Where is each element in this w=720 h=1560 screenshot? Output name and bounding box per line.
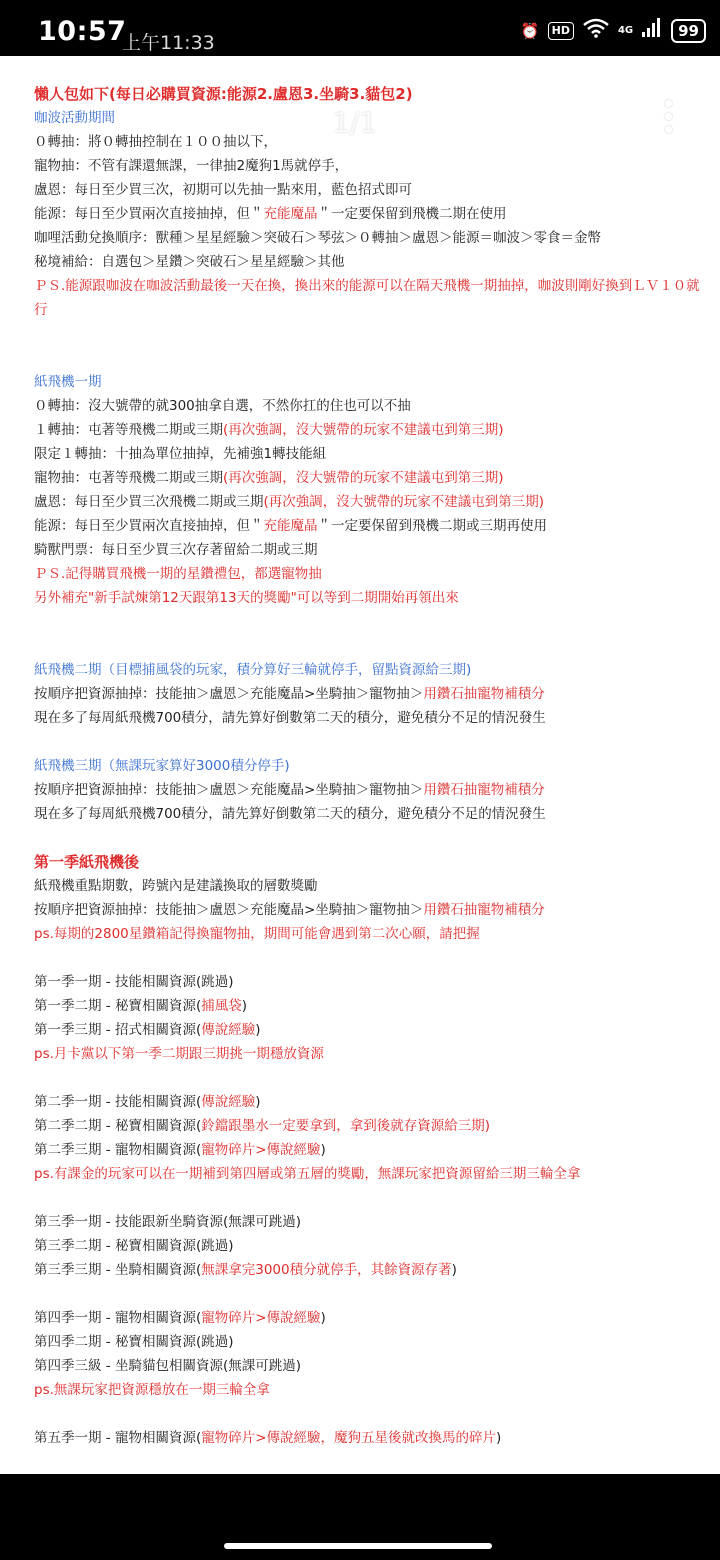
text-segment: 紙飛機二期（目標捕風袋的玩家，積分算好三輪就停手，留點資源給三期) — [34, 662, 472, 678]
text-line — [34, 370, 704, 394]
text-segment: 按順序把資源抽掉：技能抽＞盧恩＞充能魔晶>坐騎抽＞寵物抽＞ — [34, 902, 424, 918]
text-segment: 第二季二期 - 秘寶相關資源( — [34, 1118, 202, 1134]
text-segment: ps.月卡黨以下第一季二期跟三期挑一期穩放資源 — [34, 1046, 324, 1062]
text-segment: ) — [320, 1142, 326, 1158]
text-line — [34, 706, 704, 730]
text-segment: (再次強調，沒大號帶的玩家不建議屯到第三期) — [263, 494, 545, 510]
text-line — [34, 250, 704, 274]
text-segment: (再次強調，沒大號帶的玩家不建議屯到第三期) — [223, 422, 504, 438]
text-line — [34, 586, 704, 610]
text-line — [34, 1042, 704, 1066]
text-segment: 按順序把資源抽掉：技能抽＞盧恩＞充能魔晶>坐騎抽＞寵物抽＞ — [34, 782, 424, 798]
page-indicator: 1/1 — [332, 106, 378, 139]
text-line — [34, 682, 704, 706]
wifi-icon — [582, 18, 610, 44]
text-line — [34, 658, 704, 682]
text-segment: 第三季三期 - 坐騎相關資源( — [34, 1262, 202, 1278]
document-title — [34, 82, 704, 106]
text-line — [34, 970, 704, 994]
text-line — [34, 802, 704, 826]
text-segment: 第一季一期 - 技能相關資源(跳過) — [34, 974, 234, 990]
text-segment: 傳說經驗 — [201, 1094, 256, 1110]
text-segment: ＂一定要保留到飛機二期在使用 — [317, 206, 507, 222]
text-line — [34, 1258, 704, 1282]
text-line — [34, 1114, 704, 1138]
text-line — [34, 562, 704, 586]
text-line — [34, 754, 704, 778]
text-line — [34, 1354, 704, 1378]
text-segment: 咖哩活動兌換順序：獸種＞星星經驗＞突破石＞琴弦＞０轉抽＞盧恩＞能源＝咖波＞零食＝金幣 — [34, 230, 601, 246]
text-line — [34, 1378, 704, 1402]
alarm-icon: ⏰ — [520, 22, 540, 40]
blank-line — [34, 730, 704, 754]
blank-line — [34, 1066, 704, 1090]
image-viewer[interactable] — [0, 56, 720, 1474]
text-segment: 第三季二期 - 秘寶相關資源(跳過) — [34, 1238, 234, 1254]
text-segment: 用鑽石抽寵物補積分 — [423, 686, 545, 702]
text-segment: 第四季三級 - 坐騎貓包相關資源(無課可跳過) — [34, 1358, 301, 1374]
text-line — [34, 1090, 704, 1114]
text-line — [34, 490, 704, 514]
text-segment: ＰＳ.記得購買飛機一期的星鑽禮包，都選寵物抽 — [34, 566, 322, 582]
text-segment: 第二季一期 - 技能相關資源( — [34, 1094, 202, 1110]
status-bar — [0, 0, 720, 56]
text-line — [34, 538, 704, 562]
text-segment: ps.無課玩家把資源穩放在一期三輪全拿 — [34, 1382, 270, 1398]
status-icons — [521, 18, 706, 44]
text-segment: 限定１轉抽：十抽為單位抽掉，先補強1轉技能組 — [34, 446, 327, 462]
text-segment: 寵物碎片>傳說經驗，魔狗五星後就改換馬的碎片 — [201, 1430, 497, 1446]
blank-line — [34, 826, 704, 850]
text-line — [34, 466, 704, 490]
text-line — [34, 1330, 704, 1354]
text-segment: 無課拿完3000積分就停手，其餘資源存著 — [201, 1262, 452, 1278]
text-segment: 秘境補給：自選包＞星鑽＞突破石＞星星經驗＞其他 — [34, 254, 345, 270]
text-segment: ps.每期的2800星鑽箱記得換寵物抽，期間可能會遇到第二次心願，請把握 — [34, 926, 480, 942]
text-line — [34, 418, 704, 442]
text-segment: 另外補充"新手試煉第12天跟第13天的獎勵"可以等到二期開始再領出來 — [34, 590, 459, 606]
blank-line — [34, 322, 704, 346]
text-line — [34, 1018, 704, 1042]
status-time: 10:57 — [38, 16, 127, 47]
text-segment: 充能魔晶 — [263, 206, 318, 222]
status-subtitle-time: 上午11:33 — [122, 32, 215, 54]
text-segment: ) — [255, 1094, 261, 1110]
text-segment: 鈴鐺跟墨水一定要拿到，拿到後就存資源給三期) — [201, 1118, 491, 1134]
text-line — [34, 514, 704, 538]
text-segment: 紙飛機重點期數，跨號內是建議換取的層數獎勵 — [34, 878, 318, 894]
text-line — [34, 226, 704, 250]
text-segment: 盧恩：每日至少買三次，初期可以先抽一點來用，藍色招式即可 — [34, 182, 412, 198]
document-content — [34, 82, 704, 1450]
text-line — [34, 1162, 704, 1186]
blank-line — [34, 610, 704, 634]
text-segment: 第五季一期 - 寵物相關資源( — [34, 1430, 202, 1446]
text-line — [34, 778, 704, 802]
text-segment: ps.有課金的玩家可以在一期補到第四層或第五層的獎勵，無課玩家把資源留給三期三輪全拿 — [34, 1166, 581, 1182]
text-segment: １轉抽：屯著等飛機二期或三期 — [34, 422, 223, 438]
signal-icon — [641, 18, 663, 44]
text-segment: ) — [496, 1430, 502, 1446]
blank-line — [34, 634, 704, 658]
text-segment: 紙飛機三期（無課玩家算好3000積分停手) — [34, 758, 290, 774]
section-heading — [34, 850, 704, 874]
text-segment: 第二季三期 - 寵物相關資源( — [34, 1142, 202, 1158]
text-segment: 傳說經驗 — [201, 1022, 256, 1038]
text-segment: 按順序把資源抽掉：技能抽＞盧恩＞充能魔晶>坐騎抽＞寵物抽＞ — [34, 686, 424, 702]
home-indicator[interactable] — [224, 1543, 492, 1549]
text-line — [34, 394, 704, 418]
blank-line — [34, 946, 704, 970]
text-segment: 用鑽石抽寵物補積分 — [423, 782, 545, 798]
text-segment: 能源：每日至少買兩次直接抽掉，但＂ — [34, 206, 264, 222]
text-segment: 騎獸門票：每日至少買三次存著留給二期或三期 — [34, 542, 318, 558]
text-segment: 第四季一期 - 寵物相關資源( — [34, 1310, 202, 1326]
text-segment: ０轉抽：將０轉抽控制在１００抽以下， — [34, 134, 277, 150]
text-segment: 現在多了每周紙飛機700積分，請先算好倒數第二天的積分，避免積分不足的情況發生 — [34, 710, 546, 726]
text-segment: 寵物碎片>傳說經驗 — [201, 1142, 321, 1158]
battery-icon: 99 — [671, 19, 706, 43]
text-line — [34, 874, 704, 898]
navigation-bar — [0, 1474, 720, 1560]
text-line — [34, 1426, 704, 1450]
text-segment: 寵物抽：不管有課還無課，一律抽2魔狗1馬就停手， — [34, 158, 349, 174]
text-line — [34, 898, 704, 922]
text-segment: 懶人包如下(每日必購買資源:能源2.盧恩3.坐騎3.貓包2) — [34, 85, 413, 103]
text-segment: ) — [255, 1022, 261, 1038]
text-segment: ＂一定要保留到飛機二期或三期再使用 — [317, 518, 547, 534]
text-segment: (再次強調，沒大號帶的玩家不建議屯到第三期) — [223, 470, 504, 486]
text-segment: ) — [320, 1310, 326, 1326]
text-line — [34, 274, 704, 322]
blank-line — [34, 1402, 704, 1426]
text-line — [34, 1306, 704, 1330]
text-segment: 現在多了每周紙飛機700積分，請先算好倒數第二天的積分，避免積分不足的情況發生 — [34, 806, 546, 822]
blank-line — [34, 1186, 704, 1210]
text-line — [34, 178, 704, 202]
text-line — [34, 1234, 704, 1258]
text-segment: 能源：每日至少買兩次直接抽掉，但＂ — [34, 518, 264, 534]
text-segment: 第一季三期 - 招式相關資源( — [34, 1022, 202, 1038]
text-line — [34, 154, 704, 178]
text-segment: ) — [451, 1262, 457, 1278]
blank-line — [34, 346, 704, 370]
text-line — [34, 922, 704, 946]
text-line — [34, 442, 704, 466]
text-line — [34, 202, 704, 226]
text-segment: 咖波活動期間 — [34, 110, 115, 126]
more-dots-icon[interactable] — [663, 100, 673, 140]
text-line — [34, 1210, 704, 1234]
text-segment: 寵物抽：屯著等飛機二期或三期 — [34, 470, 223, 486]
text-segment: 第一季紙飛機後 — [34, 853, 140, 871]
hd-icon: HD — [548, 22, 574, 40]
text-segment: 紙飛機一期 — [34, 374, 102, 390]
text-segment: 盧恩：每日至少買三次飛機二期或三期 — [34, 494, 264, 510]
text-segment: 用鑽石抽寵物補積分 — [423, 902, 545, 918]
text-segment: 寵物碎片>傳說經驗 — [201, 1310, 321, 1326]
text-segment: 充能魔晶 — [263, 518, 318, 534]
text-segment: 第一季二期 - 秘寶相關資源( — [34, 998, 202, 1014]
text-segment: 第三季一期 - 技能跟新坐騎資源(無課可跳過) — [34, 1214, 301, 1230]
text-segment: ＰＳ.能源跟咖波在咖波活動最後一天在換，換出來的能源可以在隔天飛機一期抽掉，咖波則剛好換到ＬＶ１０就行 — [34, 278, 700, 318]
text-line — [34, 994, 704, 1018]
text-segment: ０轉抽：沒大號帶的就300抽拿自選，不然你扛的住也可以不抽 — [34, 398, 411, 414]
network-type-label: 4G — [617, 25, 634, 36]
text-segment: 捕風袋 — [201, 998, 242, 1014]
blank-line — [34, 1282, 704, 1306]
text-segment: 第四季二期 - 秘寶相關資源(跳過) — [34, 1334, 234, 1350]
text-segment: ) — [241, 998, 248, 1014]
text-line — [34, 1138, 704, 1162]
